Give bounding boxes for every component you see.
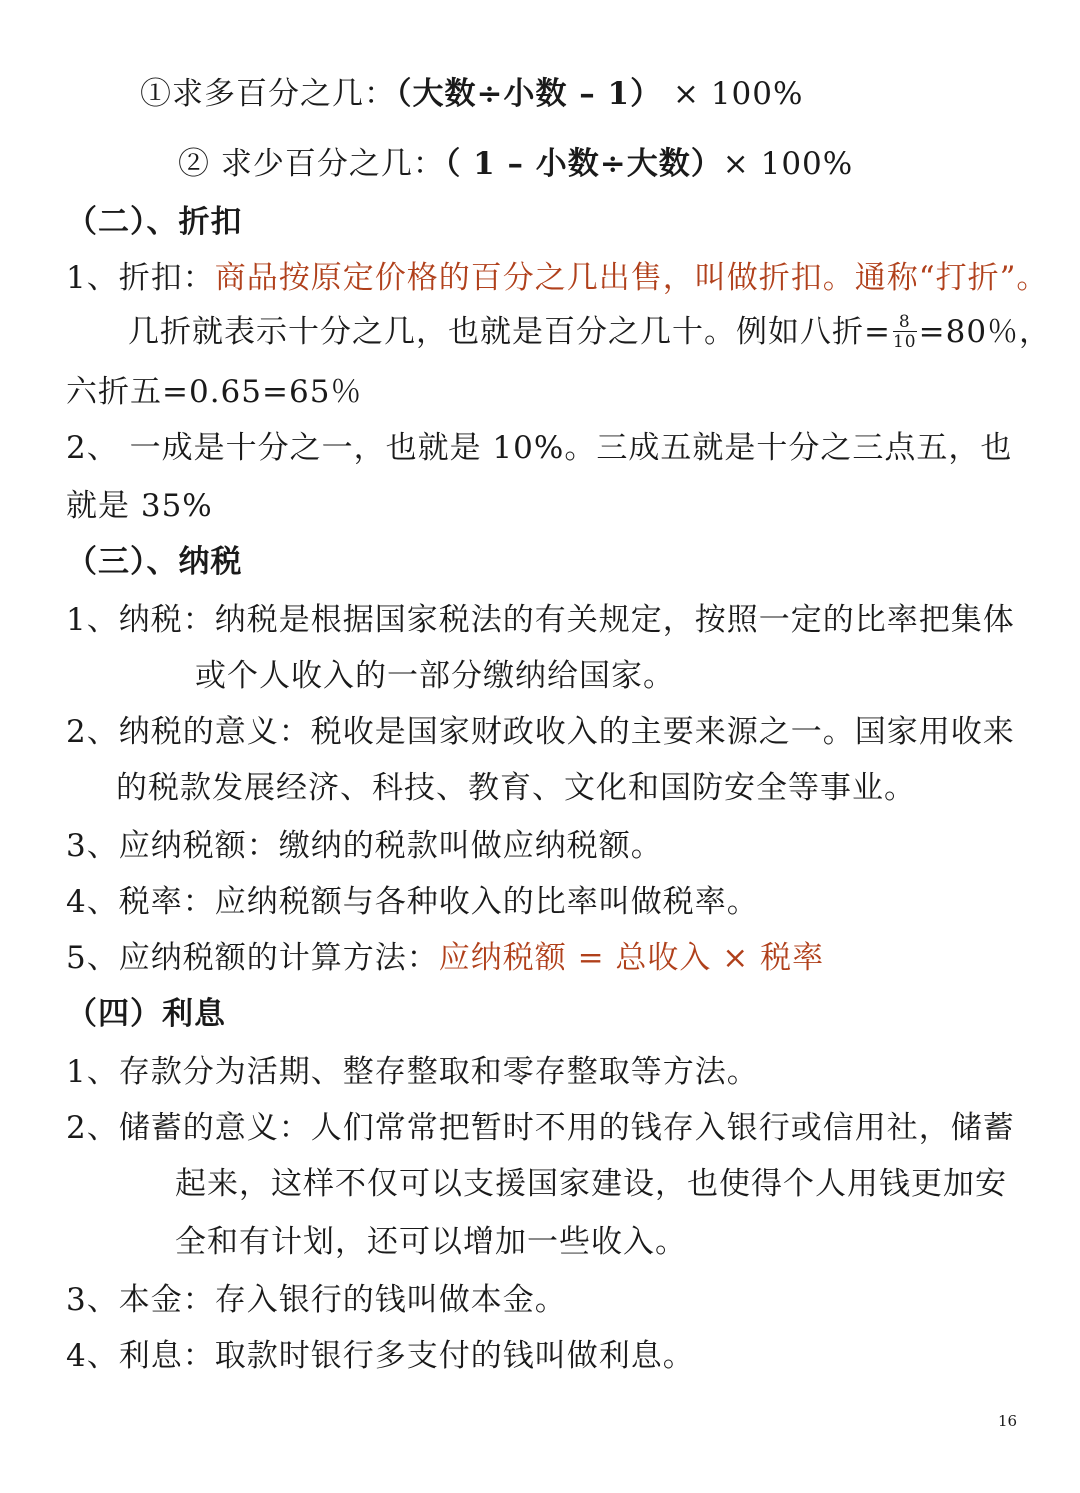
tax-item-2-line-2: 的税款发展经济、科技、教育、文化和国防安全等事业。 <box>116 770 916 806</box>
section-heading-interest: （四）利息 <box>66 996 226 1032</box>
interest-item-1: 1、存款分为活期、整存整取和零存整取等方法。 <box>66 1054 759 1090</box>
section-heading-tax: （三）、纳税 <box>66 544 243 580</box>
interest-item-4: 4、利息：取款时银行多支付的钱叫做利息。 <box>66 1338 695 1374</box>
tax-item-5 <box>66 938 824 978</box>
formula-more-expression: （大数÷小数 – 1） <box>396 76 663 112</box>
discount-item-1-prefix: 1、折扣： <box>66 260 215 296</box>
fraction-numerator: 8 <box>898 311 911 332</box>
tax-item-1-line-2: 或个人收入的一部分缴纳给国家。 <box>195 658 675 694</box>
formula-less-percent <box>178 144 853 184</box>
discount-item-1-line-3: 六折五=0.65=65％ <box>66 374 363 410</box>
discount-item-2-line-2: 就是 35% <box>66 488 213 524</box>
formula-less-expression: （ 1 – 小数÷大数） <box>444 146 723 182</box>
discount-item-1 <box>66 258 1048 298</box>
discount-definition: 商品按原定价格的百分之几出售，叫做折扣。通称“打折”。 <box>214 260 1049 296</box>
interest-item-2-line-2: 起来，这样不仅可以支援国家建设，也使得个人用钱更加安 <box>175 1166 1007 1202</box>
section-heading-discount: （二）、折扣 <box>66 204 243 240</box>
tax-item-1-line-1: 1、纳税：纳税是根据国家税法的有关规定，按照一定的比率把集体 <box>66 602 1015 638</box>
interest-item-2-line-3: 全和有计划，还可以增加一些收入。 <box>175 1224 687 1260</box>
discount-item-2-line-1: 2、 一成是十分之一，也就是 10%。三成五就是十分之三点五，也 <box>66 430 1013 466</box>
discount-example-tail: =80％， <box>918 314 1052 350</box>
formula-more-label: 求多百分之几： <box>172 76 396 112</box>
formula-more-percent <box>140 74 803 114</box>
circled-one-marker: ① <box>140 76 172 112</box>
formula-less-times: × 100% <box>722 146 854 182</box>
tax-formula: 应纳税额 = 总收入 × 税率 <box>438 940 825 976</box>
tax-item-4: 4、税率：应纳税额与各种收入的比率叫做税率。 <box>66 884 759 920</box>
discount-item-1-line-2 <box>128 312 1051 353</box>
interest-item-3: 3、本金：存入银行的钱叫做本金。 <box>66 1282 567 1318</box>
formula-more-times: × 100% <box>662 76 804 112</box>
interest-item-2-line-1: 2、储蓄的意义：人们常常把暂时不用的钱存入银行或信用社，储蓄 <box>66 1110 1015 1146</box>
tax-item-3: 3、应纳税额：缴纳的税款叫做应纳税额。 <box>66 828 663 864</box>
discount-example-text: 几折就表示十分之几，也就是百分之几十。例如八折= <box>128 314 891 350</box>
page-number: 16 <box>998 1412 1018 1430</box>
fraction-denominator: 10 <box>892 331 917 352</box>
tax-item-5-prefix: 5、应纳税额的计算方法： <box>66 940 439 976</box>
circled-two-marker: ② <box>178 146 210 182</box>
formula-less-label: 求少百分之几： <box>210 146 445 182</box>
fraction-eight-tenths <box>893 313 917 351</box>
tax-item-2-line-1: 2、纳税的意义：税收是国家财政收入的主要来源之一。国家用收来 <box>66 714 1015 750</box>
